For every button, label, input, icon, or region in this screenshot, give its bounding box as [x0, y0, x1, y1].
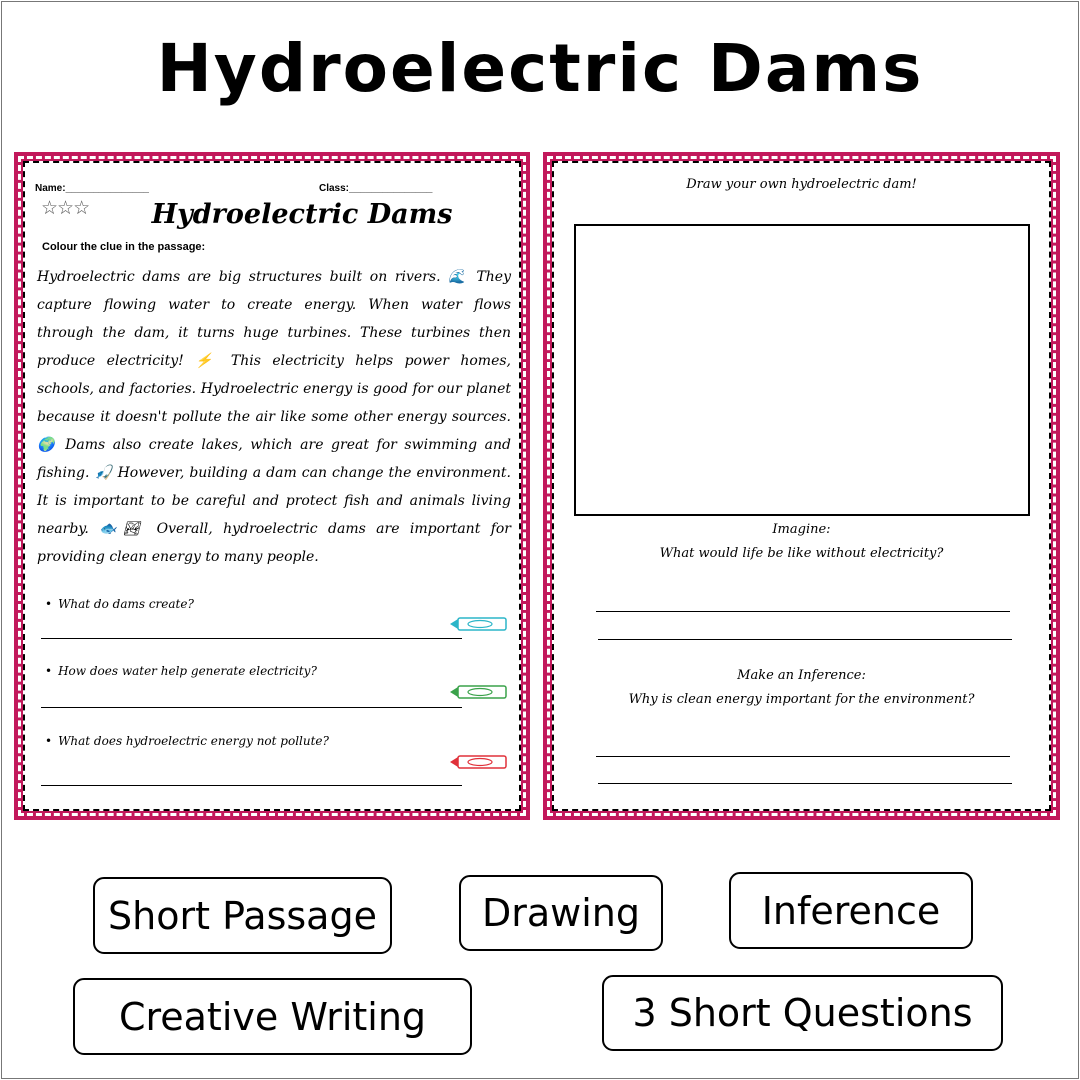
question-1	[45, 597, 194, 611]
tag-3-short-questions: 3 Short Questions	[602, 975, 1003, 1051]
imagine-question: What would life be like without electricity?	[659, 546, 944, 561]
worksheet-left-inner	[23, 161, 521, 811]
tag-creative-writing: Creative Writing	[73, 978, 472, 1055]
question-2-text: How does water help generate electricity?	[58, 664, 317, 678]
bullet: •	[45, 734, 53, 748]
tag-inference: Inference	[729, 872, 973, 949]
writing-line[interactable]	[598, 783, 1012, 784]
class-field-label: Class:_______________	[319, 183, 433, 194]
draw-prompt: Draw your own hydroelectric dam!	[686, 177, 917, 192]
question-3-text: What does hydroelectric energy not pollute?	[58, 734, 329, 748]
crayon-icon	[450, 617, 510, 631]
answer-line-2[interactable]	[41, 707, 462, 708]
writing-line[interactable]	[596, 756, 1010, 757]
inference-question: Why is clean energy important for the environment?	[628, 692, 975, 707]
tag-short-passage: Short Passage	[93, 877, 392, 954]
writing-line[interactable]	[598, 639, 1012, 640]
tag-drawing: Drawing	[459, 875, 663, 951]
reading-passage: Hydroelectric dams are big structures built on rivers. 🌊 They capture flowing water to create energy. When water flows through the dam, it turns huge turbines. These turbines then produce electricity! ⚡ This electricity helps power homes, schools, and factories. Hydroelectric energy is good for our planet because it doesn't pollute the air like some other energy sources. 🌍 Dams also create lakes, which are great for swimming and fishing. 🎣 However, building a dam can change the environment. It is important to be careful and protect fish and animals living nearby. 🐟🏞 Overall, hydroelectric dams are important for providing clean energy to many people.	[37, 269, 511, 565]
rating-stars-icon: ☆☆☆	[41, 197, 90, 219]
page-title: Hydroelectric Dams	[156, 30, 924, 107]
bullet: •	[45, 664, 53, 678]
instruction-text: Colour the clue in the passage:	[42, 241, 206, 253]
inference-label: Make an Inference:	[737, 668, 866, 683]
crayon-icon	[450, 755, 510, 769]
drawing-area[interactable]	[574, 224, 1030, 516]
question-3	[45, 734, 329, 748]
worksheet-page-right	[543, 152, 1060, 820]
imagine-label: Imagine:	[772, 522, 831, 537]
answer-line-1[interactable]	[41, 638, 462, 639]
worksheet-page-left	[14, 152, 530, 820]
question-1-text: What do dams create?	[58, 597, 194, 611]
worksheet-right-inner	[552, 161, 1051, 811]
question-2	[45, 664, 317, 678]
answer-line-3[interactable]	[41, 785, 462, 786]
bullet: •	[45, 597, 53, 611]
writing-line[interactable]	[596, 611, 1010, 612]
worksheet-heading: Hydroelectric Dams	[151, 199, 453, 230]
name-field-label: Name:_______________	[35, 183, 149, 194]
crayon-icon	[450, 685, 510, 699]
